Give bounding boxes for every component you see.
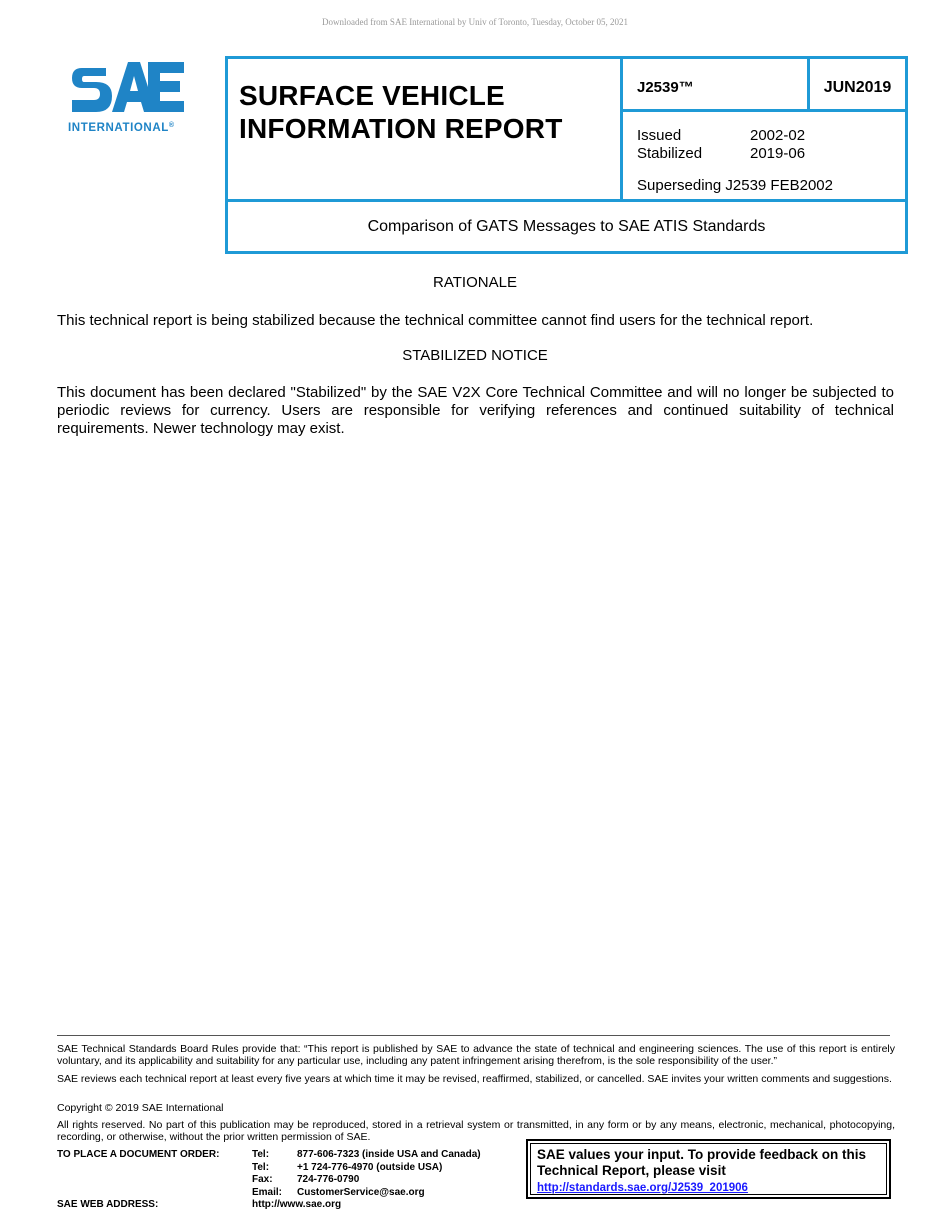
contact-row [252, 1149, 481, 1162]
board-rules-text: SAE Technical Standards Board Rules provide that: “This report is published by SAE to advance the state of technical and engineering sciences. The use of this report is entirely voluntary, and its applicability and suitability for any particular use, including any patent infringement arising therefrom, is the sole responsibility of the user.” [57, 1043, 895, 1067]
download-note: Downloaded from SAE International by Univ of Toronto, Tuesday, October 05, 2021 [321, 17, 629, 27]
feedback-line-2: Technical Report, please visit [537, 1163, 726, 1178]
issued-value: 2002-02 [750, 127, 806, 144]
feedback-box-inner [530, 1143, 887, 1195]
copyright-text: Copyright © 2019 SAE International [57, 1102, 224, 1114]
doc-date: JUN2019 [823, 79, 892, 96]
stabilized-notice-text: This document has been declared "Stabilized" by the SAE V2X Core Technical Committee and will no longer be subjected to periodic reviews for currency. Users are responsible for verifying references and continued suitability of technical requirements. Newer technology may exist. [57, 384, 894, 437]
contact-row [252, 1187, 481, 1200]
logo-subtitle-text: INTERNATIONAL [68, 122, 169, 134]
feedback-link[interactable]: http://standards.sae.org/J2539_201906 [537, 1182, 748, 1194]
web-label: SAE WEB ADDRESS: [57, 1199, 159, 1210]
title-box [225, 56, 623, 202]
issued-label: Issued [637, 127, 682, 144]
rationale-text: This technical report is being stabilized because the technical committee cannot find users for the technical report. [57, 312, 814, 329]
contact-row [252, 1174, 481, 1187]
document-header [225, 56, 908, 254]
document-type-title [239, 79, 563, 145]
sae-logo-mark [68, 60, 188, 120]
dates-box [620, 109, 908, 202]
contact-value: +1 724-776-4970 (outside USA) [297, 1161, 443, 1173]
rights-text: All rights reserved. No part of this publication may be reproduced, stored in a retrieval system or transmitted, in any form or by any means, electronic, mechanical, photocopying, recording, or otherwise, without the prior written permission of SAE. [57, 1119, 895, 1143]
superseding-note: Superseding J2539 FEB2002 [637, 177, 833, 194]
logo-registered: ® [168, 122, 175, 129]
email-link[interactable]: CustomerService@sae.org [297, 1186, 425, 1198]
footer-divider [57, 1035, 890, 1036]
review-text: SAE reviews each technical report at least every five years at which time it may be revised, reaffirmed, stabilized, or cancelled. SAE invites your written comments and suggestions. [57, 1073, 892, 1085]
stabilized-label: Stabilized [637, 145, 703, 162]
stabilized-value: 2019-06 [750, 145, 806, 162]
contact-key: Tel: [252, 1149, 270, 1160]
contact-list [252, 1149, 481, 1199]
rationale-heading: RATIONALE [433, 274, 517, 291]
feedback-box [526, 1139, 891, 1199]
doc-number-box [620, 56, 810, 112]
dates-list [637, 127, 805, 163]
doc-date-box [807, 56, 908, 112]
web-address [57, 1199, 342, 1210]
order-label: TO PLACE A DOCUMENT ORDER: [57, 1149, 220, 1160]
title-line-1: SURFACE VEHICLE [239, 80, 505, 111]
contact-key: Fax: [252, 1174, 273, 1185]
contact-value: 724-776-0790 [297, 1174, 360, 1185]
stabilized-notice-heading: STABILIZED NOTICE [402, 347, 548, 364]
title-line-2: INFORMATION REPORT [239, 113, 563, 144]
subject-box [225, 199, 908, 254]
contact-key: Email: [252, 1186, 283, 1198]
logo-subtitle [68, 122, 175, 134]
web-url[interactable]: http://www.sae.org [252, 1199, 342, 1210]
feedback-line-1: SAE values your input. To provide feedback on this [537, 1147, 867, 1162]
contact-key: Tel: [252, 1161, 270, 1173]
contact-value: 877-606-7323 (inside USA and Canada) [297, 1149, 481, 1160]
contact-row [252, 1162, 481, 1175]
document-subject: Comparison of GATS Messages to SAE ATIS Standards [367, 218, 766, 235]
doc-number: J2539™ [637, 79, 694, 96]
